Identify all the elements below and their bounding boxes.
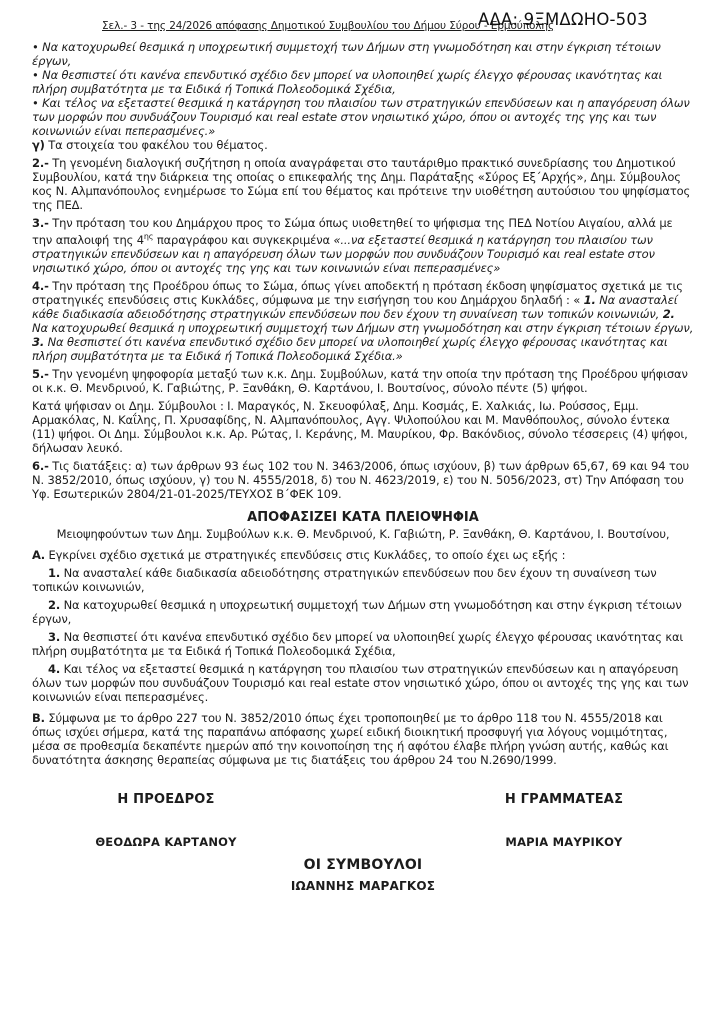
- item-gamma: γ) Τα στοιχεία του φακέλου του θέματος.: [32, 138, 268, 152]
- section-2: 2.- Τη γενομένη διαλογική συζήτηση η οποία αναγράφεται στο ταυτάριθμο πρακτικό συνεδρίασης του Δημοτικού Συμβουλίου, κατά την διάρκεια της οποίας ο επικεφαλής της Δημ. Παράταξης «Σύρος Εξ΄Αρχής», Δημ. Σύμβουλος κος Ν. Αλμπανόπουλος ενημέρωσε το Σώμα επί του θέματος και πρότεινε την υιοθέτηση αυτούσιου του ψηφίσματος της ΠΕΔ.: [32, 156, 691, 212]
- decision-item-4: 4. Και τέλος να εξεταστεί θεσμικά η κατάργηση του πλαισίου των στρατηγικών επενδύσεων και η απαγόρευση όλων των μορφών που συνδυάζουν Τουρισμό και real estate στον νησιωτικό χώρο, όπου οι αντοχές της γης και των κοινωνιών είναι πεπερασμένες.: [32, 661, 689, 704]
- signature-names-row: [32, 835, 694, 849]
- secretary-title: Η ΓΡΑΜΜΑΤΕΑΣ: [504, 791, 624, 807]
- decision-heading: ΑΠΟΦΑΣΙΖΕΙ ΚΑΤΑ ΠΛΕΙΟΨΗΦΙΑ: [247, 509, 479, 525]
- section-6: 6.- Τις διατάξεις: α) των άρθρων 93 έως 102 του Ν. 3463/2006, όπως ισχύουν, β) των άρθρων 65,67, 69 και 94 του Ν. 3852/2010, όπως ισχύουν, γ) του Ν. 4555/2018, δ) του Ν. 4623/2019, ε) του Ν. 5056/2023, στ) Την Απόφαση του Υφ. Εσωτερικών 2804/21-01-2025/ΤΕΥΧΟΣ Β΄ΦΕΚ 109.: [32, 458, 690, 501]
- president-name: ΘΕΟΔΩΡΑ ΚΑΡΤΑΝΟΥ: [95, 834, 237, 849]
- council-member-name: ΙΩΑΝΝΗΣ ΜΑΡΑΓΚΟΣ: [290, 878, 436, 893]
- bullet-1: • Να κατοχυρωθεί θεσμικά η υποχρεωτική συμμετοχή των Δήμων στη γνωμοδότηση και στην έγκριση τέτοιων έργων,: [32, 40, 661, 68]
- section-3: 3.- Την πρόταση του κου Δημάρχου προς το Σώμα όπως υιοθετηθεί το ψήφισμα της ΠΕΔ Νοτίου Αιγαίου, αλλά με την απαλοιφή της $4^{\eta\varsigma}$ παραγράφου και συγκεκριμένα «...να εξεταστεί θεσμικά η κατάργηση του πλαισίου των στρατηγικών επενδύσεων και η απαγόρευση όλων των μορφών που συνδυάζουν Τουρισμό και real estate στον νησιωτικό χώρο, όπου οι αντοχές της γης και των κοινωνιών είναι πεπερασμένες»: [32, 216, 673, 275]
- decision-item-2: 2. Να κατοχυρωθεί θεσμικά η υποχρεωτική συμμετοχή των Δήμων στη γνωμοδότηση και στην έγκριση τέτοιων έργων,: [32, 597, 682, 626]
- decision-item-3: 3. Να θεσπιστεί ότι κανένα επενδυτικό σχέδιο δεν μπορεί να υλοποιηθεί χωρίς έλεγχο φέρουσας ικανότητας και πλήρη συμβατότητα με τα Ειδικά ή Τοπικά Πολεοδομικά Σχέδια,: [32, 629, 684, 658]
- bullet-3: • Και τέλος να εξεταστεί θεσμικά η κατάργηση του πλαισίου των στρατηγικών επενδύσεων και η απαγόρευση όλων των μορφών που συνδυάζουν Τουρισμό και real estate στον νησιωτικό χώρο, όπου οι αντοχές της γης και των κοινωνιών είναι πεπερασμένες.»: [32, 96, 690, 138]
- minority-line: Μειοψηφούντων των Δημ. Συμβούλων κ.κ. Θ. Μενδρινού, Κ. Γαβιώτη, Ρ. Ξανθάκη, Θ. Καρτάνου, Ι. Βουτσίνου,: [56, 526, 670, 541]
- secretary-name: ΜΑΡΙΑ ΜΑΥΡΙΚΟΥ: [505, 834, 623, 849]
- section-A: Α. Εγκρίνει σχέδιο σχετικά με στρατηγικές επενδύσεις στις Κυκλάδες, το οποίο έχει ως εξής :: [32, 547, 566, 562]
- section-5: 5.- Την γενομένη ψηφοφορία μεταξύ των κ.κ. Δημ. Συμβούλων, κατά την οποία την πρόταση της Προέδρου ψήφισαν οι κ.κ. Θ. Μενδρινού, Κ. Γαβιώτης, Ρ. Ξανθάκη, Θ. Καρτάνου, Ι. Βουτσίνος, σύνολο πέντε (5) ψήφοι.: [32, 366, 688, 395]
- council-title: ΟΙ ΣΥΜΒΟΥΛΟΙ: [303, 856, 423, 873]
- signature-titles-row: [32, 793, 694, 807]
- decision-item-1: 1. Να ανασταλεί κάθε διαδικασία αδειοδότησης στρατηγικών επενδύσεων που δεν έχουν τη συναίνεση των τοπικών κοινωνιών,: [32, 565, 657, 594]
- document-header: [32, 12, 694, 40]
- president-title: Η ΠΡΟΕΔΡΟΣ: [117, 791, 215, 807]
- paragraph-against-votes: Κατά ψήφισαν οι Δημ. Σύμβουλοι : Ι. Μαραγκός, Ν. Σκευοφύλαξ, Δημ. Κοσμάς, Ε. Χαλκιάς, Ιω. Ρούσσος, Εμμ. Αρμακόλας, Ν. Καΐλης, Π. Χρυσαφίδης, Ν. Αλμπανόπουλος, Αγγ. Ψιλοπούλου και Μ. Μανθόπουλος, σύνολο έντεκα (11) ψήφοι. Οι Δημ. Σύμβουλοι κ.κ. Αρ. Ρώτας, Ι. Κεράνης, Μ. Μαυρίκου, Φρ. Βακόνδιος, σύνολο τέσσερεις (4) ψήφοι, δήλωσαν λευκό.: [32, 398, 688, 455]
- bullet-2: • Να θεσπιστεί ότι κανένα επενδυτικό σχέδιο δεν μπορεί να υλοποιηθεί χωρίς έλεγχο φέρουσας ικανότητας και πλήρη συμβατότητα με τα Ειδικά ή Τοπικά Πολεοδομικά Σχέδια,: [32, 68, 663, 96]
- document-body: [32, 40, 694, 767]
- signatures-section: [32, 793, 694, 893]
- ada-code: ΑΔΑ: 9ΞΜΔΩΗΟ-503: [478, 10, 648, 29]
- page-header-line: Σελ.- 3 - της 24/2026 απόφασης Δημοτικού Συμβουλίου του Δήμου Σύρου - Ερμούπολης: [102, 20, 555, 32]
- section-4: 4.- Την πρόταση της Προέδρου όπως το Σώμα, όπως γίνει αποδεκτή η πρόταση έκδοση ψηφίσματος σχετικά με τις στρατηγικές επενδύσεις στις Κυκλάδες, σύμφωνα με την εισήγηση του κου Δημάρχου δηλαδή : « 1. Να ανασταλεί κάθε διαδικασία αδειοδότησης στρατηγικών επενδύσεων που δεν έχουν τη συναίνεση των τοπικών κοινωνιών, 2. Να κατοχυρωθεί θεσμικά η υποχρεωτική συμμετοχή των Δήμων στη γνωμοδότηση και στην έγκριση τέτοιων έργων, 3. Να θεσπιστεί ότι κανένα επενδυτικό σχέδιο δεν μπορεί να υλοποιηθεί χωρίς έλεγχο φέρουσας ικανότητας και πλήρη συμβατότητα με τα Ειδικά ή Τοπικά Πολεοδομικά Σχέδια.»: [32, 278, 694, 363]
- section-B: Β. Σύμφωνα με το άρθρο 227 του Ν. 3852/2010 όπως έχει τροποποιηθεί με το άρθρο 118 του Ν. 4555/2018 και όπως ισχύει σήμερα, κατά της παραπάνω απόφασης χωρεί ειδική διοικητική προσφυγή για λόγους νομιμότητας, μέσα σε προθεσμία δεκαπέντε ημερών από την κοινοποίηση της ή αφότου έλαβε πλήρη γνώση αυτής, καθώς και δυνατότητα άσκησης θεραπείας σύμφωνα με τις διατάξεις του άρθρου 24 του Ν.2690/1999.: [32, 710, 669, 767]
